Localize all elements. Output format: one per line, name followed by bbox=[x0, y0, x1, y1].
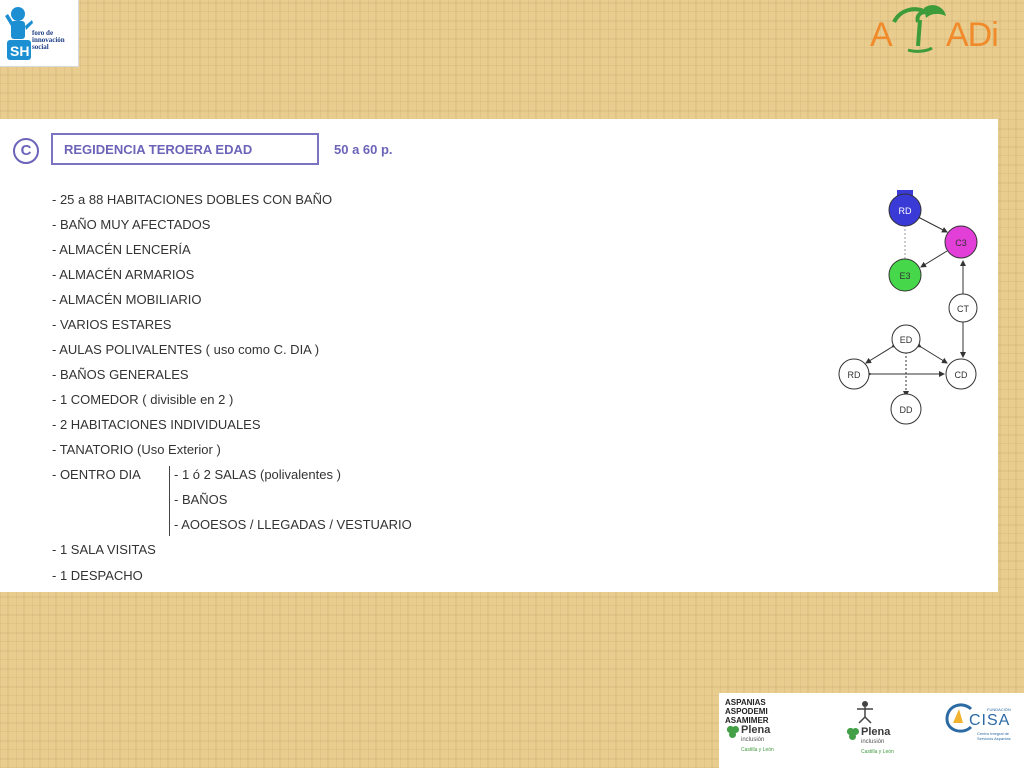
svg-text:C3: C3 bbox=[955, 238, 967, 248]
list-item: - 25 a 88 HABITACIONES DOBLES CON BAÑO bbox=[52, 192, 333, 207]
svg-text:CD: CD bbox=[954, 370, 968, 380]
atadi-logo bbox=[866, 2, 1016, 62]
list-item: - 2 HABITACIONES INDIVIDUALES bbox=[52, 417, 261, 432]
list-item: - ALMACÉN MOBILIARIO bbox=[52, 292, 202, 307]
foro-innovacion-social-logo bbox=[0, 0, 79, 67]
svg-text:SH: SH bbox=[10, 43, 30, 59]
plena-inclusion-logo-2: Plena inclusión Castilla y León bbox=[861, 726, 894, 755]
svg-text:E3: E3 bbox=[899, 271, 911, 281]
svg-text:RD: RD bbox=[898, 206, 912, 216]
list-item: - ALMACÉN ARMARIOS bbox=[52, 267, 195, 282]
node-e3 bbox=[889, 259, 921, 291]
list-item: - ALMACÉN LENCERÍA bbox=[52, 242, 191, 257]
svg-text:RD: RD bbox=[847, 370, 861, 380]
node-ct bbox=[949, 294, 977, 322]
centro-dia-subitem: - BAÑOS bbox=[174, 492, 228, 507]
section-letter: C bbox=[20, 142, 32, 159]
svg-text:DD: DD bbox=[899, 405, 913, 415]
section-title-box bbox=[51, 133, 319, 165]
list-item: - AULAS POLIVALENTES ( uso como C. DIA ) bbox=[52, 342, 320, 357]
sponsor-logos bbox=[719, 693, 1024, 768]
aspanias-group-logo: ASPANIAS ASPODEMI ASAMIMER bbox=[725, 698, 769, 725]
list-item: - 1 DESPACHO bbox=[52, 568, 143, 583]
foro-figure-icon bbox=[3, 2, 35, 64]
cisa-fundacion-label: FUNDACIÓN bbox=[987, 707, 1011, 712]
cisa-subtitle: Centro Integral de Servicios Aspanias bbox=[977, 731, 1011, 741]
edge-ed-rd2 bbox=[866, 347, 892, 363]
plena-inclusion-logo-1: Plena inclusión Castilla y León bbox=[741, 724, 774, 753]
list-item: - VARIOS ESTARES bbox=[52, 317, 172, 332]
list-item: - TANATORIO (Uso Exterior ) bbox=[52, 442, 221, 457]
list-item: - BAÑO MUY AFECTADOS bbox=[52, 217, 211, 232]
edge-ed-cd bbox=[921, 347, 947, 363]
node-rd bbox=[889, 190, 921, 226]
node-c3 bbox=[945, 226, 977, 258]
edge-rd-c3 bbox=[920, 218, 947, 232]
node-dd bbox=[891, 394, 921, 424]
section-letter-badge bbox=[13, 138, 39, 164]
edge-c3-e3 bbox=[921, 251, 947, 267]
atadi-letters-adi: ADi bbox=[946, 16, 998, 54]
node-rd2 bbox=[839, 359, 869, 389]
svg-text:ED: ED bbox=[899, 335, 913, 345]
svg-text:CT: CT bbox=[957, 304, 969, 314]
atadi-letter-a: A bbox=[870, 16, 892, 54]
relationship-diagram bbox=[834, 185, 984, 435]
foro-text-line1: foro de bbox=[32, 29, 54, 37]
cisa-logo-text: CISA bbox=[969, 712, 1011, 729]
list-item: - 1 COMEDOR ( divisible en 2 ) bbox=[52, 392, 234, 407]
list-item: - BAÑOS GENERALES bbox=[52, 367, 189, 382]
capacity-label: 50 a 60 p. bbox=[334, 142, 393, 157]
node-cd bbox=[946, 359, 976, 389]
centro-dia-subitem: - AOOESOS / LLEGADAS / VESTUARIO bbox=[174, 517, 412, 532]
centro-dia-bracket bbox=[169, 466, 170, 536]
centro-dia-subitem: - 1 ó 2 SALAS (polivalentes ) bbox=[174, 467, 341, 482]
section-title: REGIDENCIA TEROERA EDAD bbox=[64, 142, 253, 157]
foro-text-line2: innovación bbox=[32, 36, 65, 44]
fundacion-aspanias-icon bbox=[843, 699, 887, 725]
list-item: - 1 SALA VISITAS bbox=[52, 542, 156, 557]
atadi-leaf-icon bbox=[890, 2, 950, 58]
plena-clover-icon bbox=[727, 726, 739, 738]
foro-text-line3: social bbox=[32, 43, 49, 51]
node-ed bbox=[892, 325, 920, 353]
list-item-centro-dia: - OENTRO DIA bbox=[52, 467, 141, 482]
plena-clover-icon bbox=[847, 728, 859, 740]
